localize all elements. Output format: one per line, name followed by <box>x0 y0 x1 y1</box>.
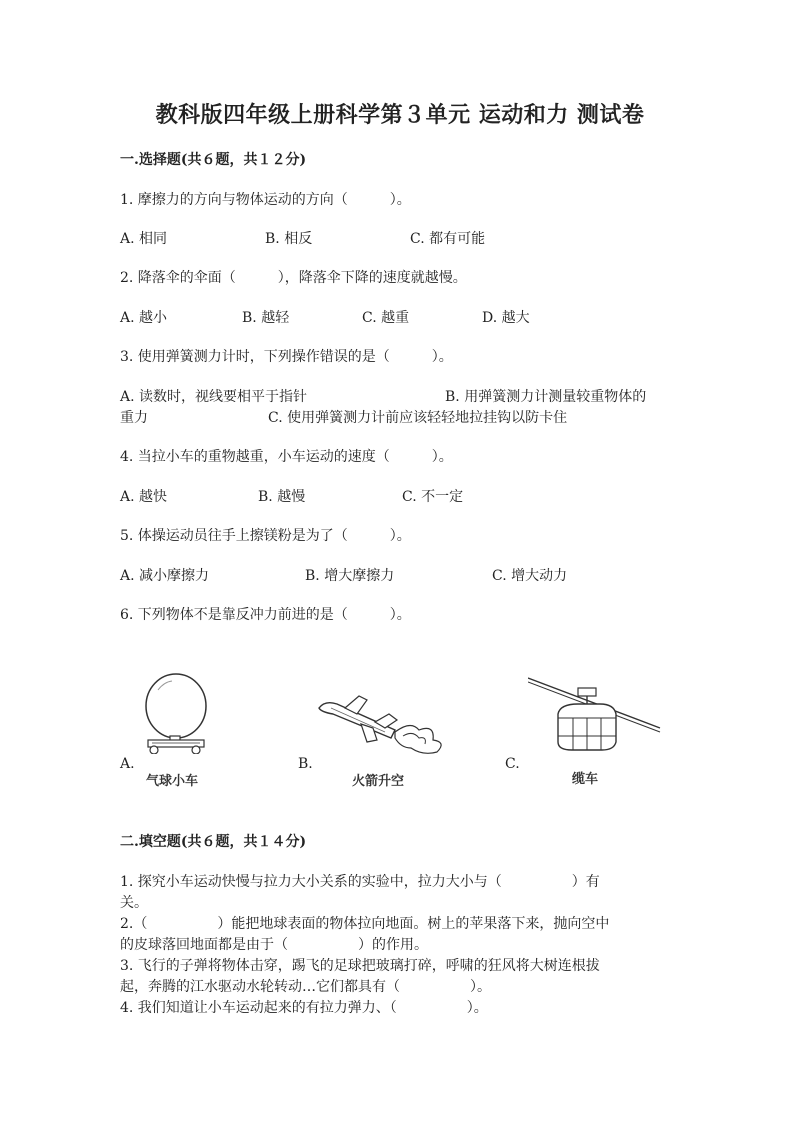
cable-car-image <box>528 666 662 762</box>
q1-option-a: A. 相同 <box>120 231 168 247</box>
question-6: 6. 下列物体不是靠反冲力前进的是（ ）。 <box>120 607 411 623</box>
section-heading-choice: 一.选择题(共６题，共１２分) <box>120 152 307 168</box>
question-2: 2. 降落伞的伞面（ ），降落伞下降的速度就越慢。 <box>120 270 467 286</box>
question-1: 1. 摩擦力的方向与物体运动的方向（ ）。 <box>120 192 411 208</box>
q4-option-c: C. 不一定 <box>402 489 464 505</box>
fill-question-2-line1: 2.（ ）能把地球表面的物体拉向地面。树上的苹果落下来，抛向空中 <box>120 916 610 932</box>
q5-option-a: A. 减小摩擦力 <box>120 568 210 584</box>
section-heading-fill: 二.填空题(共６题，共１４分) <box>120 834 307 850</box>
rocket-image <box>315 690 455 760</box>
q2-option-a: A. 越小 <box>120 310 168 326</box>
q1-option-c: C. 都有可能 <box>410 231 486 247</box>
cable-car-caption: 缆车 <box>572 772 599 787</box>
question-3: 3. 使用弹簧测力计时，下列操作错误的是（ ）。 <box>120 349 453 365</box>
q3-option-b-cont: 重力 <box>120 410 148 426</box>
rocket-caption: 火箭升空 <box>352 774 405 789</box>
q2-option-c: C. 越重 <box>362 310 410 326</box>
q2-option-d: D. 越大 <box>482 310 530 326</box>
question-5: 5. 体操运动员往手上擦镁粉是为了（ ）。 <box>120 528 411 544</box>
fill-question-3-line2: 起，奔腾的江水驱动水轮转动…它们都具有（ ）。 <box>120 979 491 995</box>
q6-option-c-label: C. <box>505 756 520 772</box>
balloon-car-image <box>138 672 218 754</box>
q5-option-b: B. 增大摩擦力 <box>305 568 395 584</box>
balloon-car-caption: 气球小车 <box>146 774 199 789</box>
q4-option-b: B. 越慢 <box>258 489 306 505</box>
q5-option-c: C. 增大动力 <box>492 568 568 584</box>
question-4: 4. 当拉小车的重物越重，小车运动的速度（ ）。 <box>120 449 453 465</box>
q1-option-b: B. 相反 <box>265 231 313 247</box>
q3-option-a: A. 读数时，视线要相平于指针 <box>120 389 308 405</box>
page-title: 教科版四年级上册科学第３单元 运动和力 测试卷 <box>155 102 645 128</box>
q3-option-b: B. 用弹簧测力计测量较重物体的 <box>445 389 647 405</box>
q6-option-b-label: B. <box>298 756 313 772</box>
q2-option-b: B. 越轻 <box>242 310 290 326</box>
fill-question-2-line2: 的皮球落回地面都是由于（ ）的作用。 <box>120 937 428 953</box>
q6-option-a-label: A. <box>120 756 135 772</box>
q4-option-a: A. 越快 <box>120 489 168 505</box>
fill-question-1-line2: 关。 <box>120 895 148 911</box>
fill-question-3-line1: 3. 飞行的子弹将物体击穿，踢飞的足球把玻璃打碎，呼啸的狂风将大树连根拔 <box>120 958 600 974</box>
q3-option-c: C. 使用弹簧测力计前应该轻轻地拉挂钩以防卡住 <box>268 410 568 426</box>
fill-question-4: 4. 我们知道让小车运动起来的有拉力弹力、（ ）。 <box>120 1000 488 1016</box>
fill-question-1-line1: 1. 探究小车运动快慢与拉力大小关系的实验中，拉力大小与（ ）有 <box>120 874 600 890</box>
